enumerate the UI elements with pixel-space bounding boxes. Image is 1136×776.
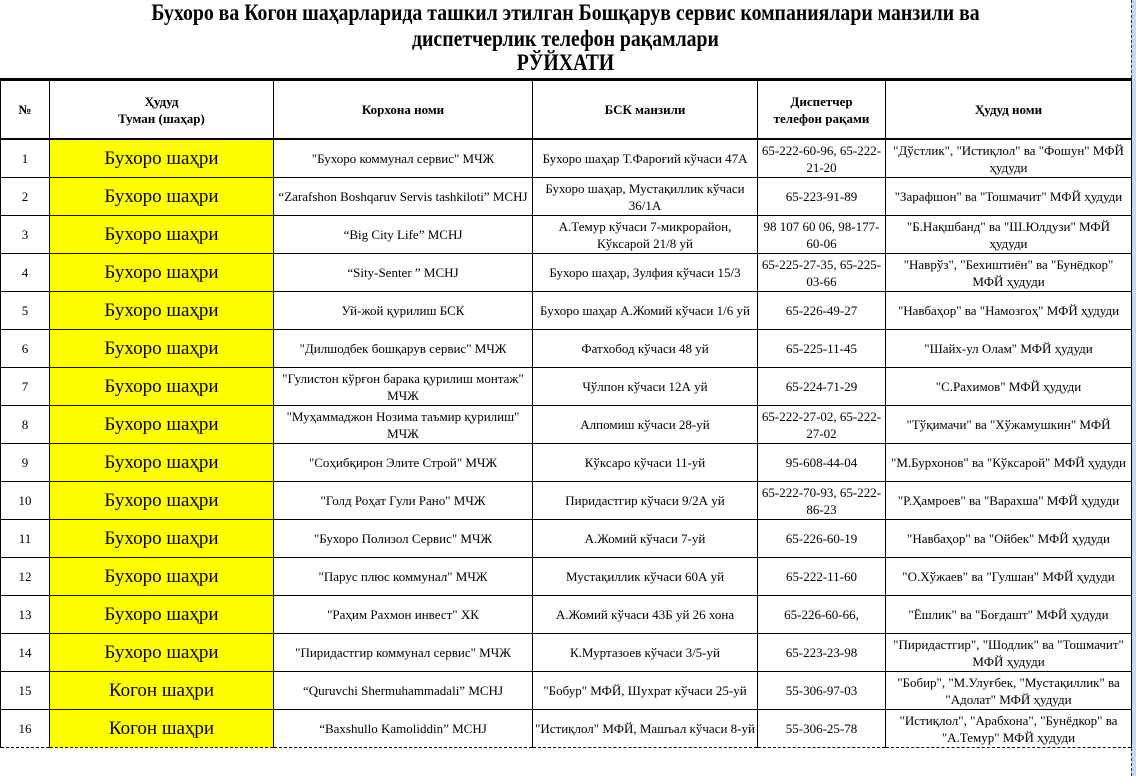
address-cell: А.Темур кўчаси 7-микрорайон, Кўксарой 21/8 уй bbox=[533, 216, 758, 254]
title-line-2: диспетчерлик телефон рақамлари bbox=[412, 26, 719, 51]
table-row bbox=[1, 178, 1132, 216]
dispatcher-phone-cell: 55-306-25-78 bbox=[758, 710, 886, 748]
row-number: 14 bbox=[1, 634, 50, 672]
table-row bbox=[1, 596, 1132, 634]
company-registry-table bbox=[0, 78, 1132, 748]
service-area-cell: "Дўстлик", "Истиқлол" ва "Фошун" МФЙ ҳудуди bbox=[886, 139, 1132, 178]
header-area: Ҳудуд номи bbox=[886, 80, 1132, 140]
header-region bbox=[50, 80, 274, 140]
region-cell: Бухоро шаҳри bbox=[50, 558, 274, 596]
service-area-cell: "Тўқимачи" ва "Хўжамушкин" МФЙ bbox=[886, 406, 1132, 444]
dispatcher-phone-cell: 98 107 60 06, 98-177-60-06 bbox=[758, 216, 886, 254]
company-name-cell: "Раҳим Рахмон инвест" ХК bbox=[274, 596, 533, 634]
row-number: 6 bbox=[1, 330, 50, 368]
row-number: 7 bbox=[1, 368, 50, 406]
service-area-cell: "Пиридастгир", "Шодлик" ва "Тошмачит" МФЙ ҳудуди bbox=[886, 634, 1132, 672]
address-cell: "Бобур" МФЙ, Шухрат кўчаси 25-уй bbox=[533, 672, 758, 710]
service-area-cell: "Ёшлик" ва "Боғдашт" МФЙ ҳудуди bbox=[886, 596, 1132, 634]
company-name-cell: "Бухоро коммунал сервис" МЧЖ bbox=[274, 139, 533, 178]
address-cell: "Истиқлол" МФЙ, Машъал кўчаси 8-уй bbox=[533, 710, 758, 748]
region-cell: Бухоро шаҳри bbox=[50, 406, 274, 444]
service-area-cell: "Навбаҳор" ва "Намозгоҳ" МФЙ ҳудуди bbox=[886, 292, 1132, 330]
region-cell: Бухоро шаҳри bbox=[50, 368, 274, 406]
region-cell: Бухоро шаҳри bbox=[50, 178, 274, 216]
region-cell: Бухоро шаҳри bbox=[50, 216, 274, 254]
address-cell: Алпомиш кўчаси 28-уй bbox=[533, 406, 758, 444]
header-company: Корхона номи bbox=[274, 80, 533, 140]
service-area-cell: "Бобир", "М.Улуғбек, "Мустақиллик" ва "Адолат" МФЙ ҳудуди bbox=[886, 672, 1132, 710]
table-row bbox=[1, 558, 1132, 596]
title-line-3: РЎЙХАТИ bbox=[516, 50, 615, 75]
dispatcher-phone-cell: 65-226-60-66, bbox=[758, 596, 886, 634]
row-number: 11 bbox=[1, 520, 50, 558]
row-number: 16 bbox=[1, 710, 50, 748]
address-cell: К.Муртазоев кўчаси 3/5-уй bbox=[533, 634, 758, 672]
address-cell: А.Жомий кўчаси 43Б уй 26 хона bbox=[533, 596, 758, 634]
dispatcher-phone-cell: 65-223-23-98 bbox=[758, 634, 886, 672]
company-name-cell: "Муҳаммаджон Нозима таъмир қурилиш" МЧЖ bbox=[274, 406, 533, 444]
dispatcher-phone-cell: 65-222-27-02, 65-222-27-02 bbox=[758, 406, 886, 444]
service-area-cell: "Р.Ҳамроев" ва "Варахша" МФЙ ҳудуди bbox=[886, 482, 1132, 520]
dispatcher-phone-cell: 65-222-70-93, 65-222-86-23 bbox=[758, 482, 886, 520]
dispatcher-phone-cell: 65-222-11-60 bbox=[758, 558, 886, 596]
region-cell: Когон шаҳри bbox=[50, 710, 274, 748]
table-row bbox=[1, 216, 1132, 254]
row-number: 2 bbox=[1, 178, 50, 216]
region-cell: Бухоро шаҳри bbox=[50, 292, 274, 330]
header-row bbox=[1, 80, 1132, 140]
row-number: 12 bbox=[1, 558, 50, 596]
table-row bbox=[1, 292, 1132, 330]
address-cell: Бухоро шаҳар А.Жомий кўчаси 1/6 уй bbox=[533, 292, 758, 330]
dispatcher-phone-cell: 65-225-27-35, 65-225-03-66 bbox=[758, 254, 886, 292]
region-cell: Когон шаҳри bbox=[50, 672, 274, 710]
region-cell: Бухоро шаҳри bbox=[50, 520, 274, 558]
dispatcher-phone-cell: 55-306-97-03 bbox=[758, 672, 886, 710]
company-name-cell: "Бухоро Полизол Сервис" МЧЖ bbox=[274, 520, 533, 558]
address-cell: А.Жомий кўчаси 7-уй bbox=[533, 520, 758, 558]
company-name-cell: "Пиридастгир коммунал сервис" МЧЖ bbox=[274, 634, 533, 672]
region-cell: Бухоро шаҳри bbox=[50, 139, 274, 178]
company-name-cell: "Соҳибқирон Элите Строй" МЧЖ bbox=[274, 444, 533, 482]
service-area-cell: "Навбаҳор" ва "Ойбек" МФЙ ҳудуди bbox=[886, 520, 1132, 558]
company-name-cell: “Sity-Senter ” MCHJ bbox=[274, 254, 533, 292]
table-row bbox=[1, 254, 1132, 292]
row-number: 5 bbox=[1, 292, 50, 330]
header-region-line-2: Туман (шаҳар) bbox=[118, 110, 205, 126]
dispatcher-phone-cell: 65-224-71-29 bbox=[758, 368, 886, 406]
address-cell: Пиридастгир кўчаси 9/2А уй bbox=[533, 482, 758, 520]
region-cell: Бухоро шаҳри bbox=[50, 634, 274, 672]
address-cell: Чўлпон кўчаси 12А уй bbox=[533, 368, 758, 406]
row-number: 15 bbox=[1, 672, 50, 710]
company-name-cell: "Голд Роҳат Гули Рано" МЧЖ bbox=[274, 482, 533, 520]
table-row bbox=[1, 444, 1132, 482]
table-row bbox=[1, 406, 1132, 444]
header-phone bbox=[758, 80, 886, 140]
row-number: 4 bbox=[1, 254, 50, 292]
row-number: 8 bbox=[1, 406, 50, 444]
service-area-cell: "Зарафшон" ва "Тошмачит" МФЙ ҳудуди bbox=[886, 178, 1132, 216]
dispatcher-phone-cell: 65-222-60-96, 65-222-21-20 bbox=[758, 139, 886, 178]
table-row bbox=[1, 482, 1132, 520]
row-number: 10 bbox=[1, 482, 50, 520]
header-region-line-1: Ҳудуд bbox=[144, 93, 179, 109]
service-area-cell: "Б.Нақшбанд" ва "Ш.Юлдузи" МФЙ ҳудуди bbox=[886, 216, 1132, 254]
table-row bbox=[1, 634, 1132, 672]
region-cell: Бухоро шаҳри bbox=[50, 482, 274, 520]
document-title bbox=[79, 0, 1052, 76]
table-row bbox=[1, 710, 1132, 748]
company-name-cell: Уй-жой қурилиш БСК bbox=[274, 292, 533, 330]
region-cell: Бухоро шаҳри bbox=[50, 330, 274, 368]
address-cell: Кўксаро кўчаси 11-уй bbox=[533, 444, 758, 482]
dispatcher-phone-cell: 95-608-44-04 bbox=[758, 444, 886, 482]
company-name-cell: "Дилшодбек бошқарув сервис" МЧЖ bbox=[274, 330, 533, 368]
region-cell: Бухоро шаҳри bbox=[50, 254, 274, 292]
address-cell: Фатхобод кўчаси 48 уй bbox=[533, 330, 758, 368]
service-area-cell: "О.Хўжаев" ва "Гулшан" МФЙ ҳудуди bbox=[886, 558, 1132, 596]
service-area-cell: "С.Рахимов" МФЙ ҳудуди bbox=[886, 368, 1132, 406]
address-cell: Мустақиллик кўчаси 60А уй bbox=[533, 558, 758, 596]
header-phone-line-2: телефон рақами bbox=[773, 110, 870, 126]
table-row bbox=[1, 368, 1132, 406]
dispatcher-phone-cell: 65-226-49-27 bbox=[758, 292, 886, 330]
company-name-cell: “Quruvchi Shermuhammadali” MCHJ bbox=[274, 672, 533, 710]
address-cell: Бухоро шаҳар Т.Фароғий кўчаси 47А bbox=[533, 139, 758, 178]
dispatcher-phone-cell: 65-225-11-45 bbox=[758, 330, 886, 368]
service-area-cell: "Шайх-ул Олам" МФЙ ҳудуди bbox=[886, 330, 1132, 368]
service-area-cell: "Истиқлол", "Арабхона", "Бунёдкор" ва "А.Темур" МФЙ ҳудуди bbox=[886, 710, 1132, 748]
table-row bbox=[1, 520, 1132, 558]
table-row bbox=[1, 139, 1132, 178]
row-number: 9 bbox=[1, 444, 50, 482]
service-area-cell: "Наврўз", "Бехиштиён" ва "Бунёдкор" МФЙ ҳудуди bbox=[886, 254, 1132, 292]
company-name-cell: "Парус плюс коммунал" МЧЖ bbox=[274, 558, 533, 596]
company-name-cell: “Big City Life” MCHJ bbox=[274, 216, 533, 254]
company-name-cell: “Zarafshon Boshqaruv Servis tashkiloti” MCHJ bbox=[274, 178, 533, 216]
dispatcher-phone-cell: 65-223-91-89 bbox=[758, 178, 886, 216]
dispatcher-phone-cell: 65-226-60-19 bbox=[758, 520, 886, 558]
row-number: 3 bbox=[1, 216, 50, 254]
title-line-1: Бухоро ва Когон шаҳарларида ташкил этилган Бошқарув сервис компаниялари манзили ва bbox=[151, 0, 980, 25]
address-cell: Бухоро шаҳар, Зулфия кўчаси 15/3 bbox=[533, 254, 758, 292]
header-address: БСК манзили bbox=[533, 80, 758, 140]
region-cell: Бухоро шаҳри bbox=[50, 444, 274, 482]
table-row bbox=[1, 330, 1132, 368]
service-area-cell: "М.Бурхонов" ва "Кўксарой" МФЙ ҳудуди bbox=[886, 444, 1132, 482]
address-cell: Бухоро шаҳар, Мустақиллик кўчаси 36/1А bbox=[533, 178, 758, 216]
company-name-cell: “Baxshullo Kamoliddin” MCHJ bbox=[274, 710, 533, 748]
row-number: 1 bbox=[1, 139, 50, 178]
region-cell: Бухоро шаҳри bbox=[50, 596, 274, 634]
header-num: № bbox=[1, 80, 50, 140]
row-number: 13 bbox=[1, 596, 50, 634]
table-row bbox=[1, 672, 1132, 710]
header-phone-line-1: Диспетчер bbox=[790, 93, 853, 109]
company-name-cell: "Гулистон кўрғон барака қурилиш монтаж" МЧЖ bbox=[274, 368, 533, 406]
